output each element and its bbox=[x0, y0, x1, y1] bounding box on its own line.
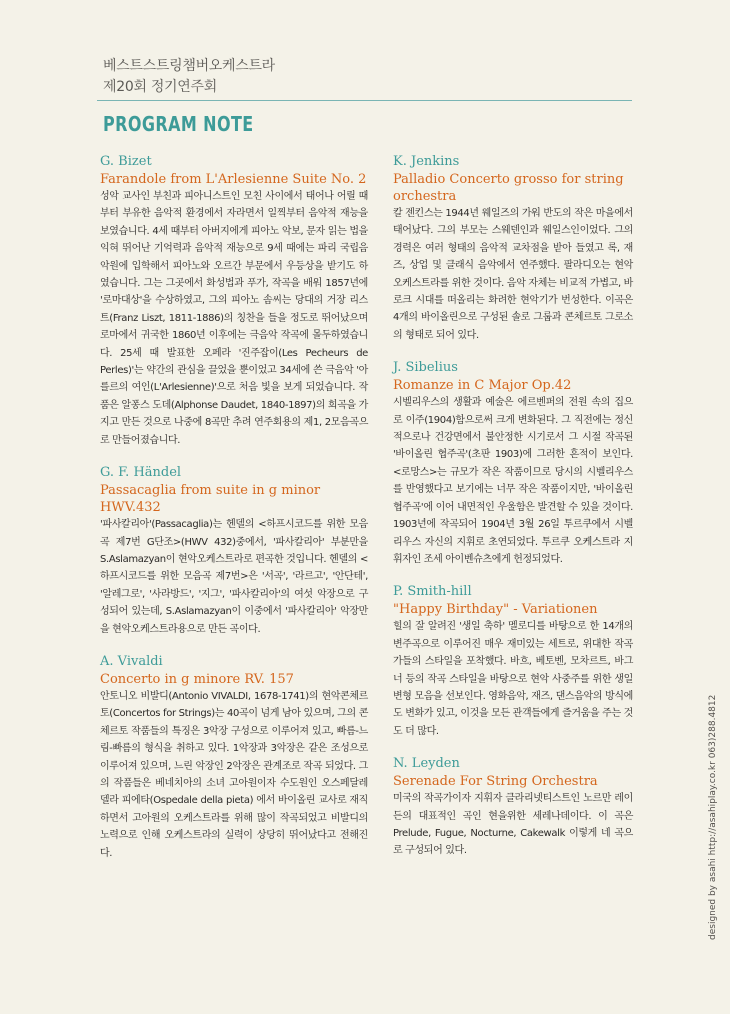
program-note-text: 시벨리우스의 생활과 예술은 에르벤퍼의 전원 속의 집으로 이주(1904)함으로써 크게 변화된다. 그 직전에는 정신적으로나 건강면에서 불안정한 시기로서 그 시절 작곡된 '바이올린 협주곡'(초판 1903)에 그러한 흔적이 보인다. <로망스>는 규모가 작은 작품이므로 당시의 시벨리우스를 반영했다고 보기에는 너무 작은 작품이지만, '바이올린 협주곡'에 이어 내면적인 우울함은 발견할 수 있을 것이다. 1903년에 작곡되어 1904년 3월 26일 투르쿠에서 시벨리우스 자신의 지휘로 초연되었다. 투르쿠 오케스트라 지휘자인 조세 아이벤슈츠에게 헌정되었다. bbox=[393, 397, 633, 565]
program-entry bbox=[393, 152, 633, 344]
page-header bbox=[103, 56, 275, 98]
right-column bbox=[393, 152, 633, 874]
program-entry bbox=[393, 754, 633, 860]
composer-name: K. Jenkins bbox=[393, 154, 460, 169]
program-entry bbox=[100, 152, 368, 449]
page-title: PROGRAM NOTE bbox=[103, 112, 254, 136]
work-title: Passacaglia from suite in g minor HWV.432 bbox=[100, 483, 321, 516]
concert-name: 제20회 정기연주회 bbox=[103, 79, 217, 95]
composer-name: G. F. Händel bbox=[100, 465, 182, 481]
work-title: Romanze in C Major Op.42 bbox=[393, 378, 572, 394]
composer-name: G. Bizet bbox=[100, 154, 152, 169]
composer-name: P. Smith-hill bbox=[393, 584, 472, 600]
orchestra-name: 베스트스트링챔버오케스트라 bbox=[103, 58, 275, 74]
program-note-text: 안토니오 비발디(Antonio VIVALDI, 1678-1741)의 현악콘체르토(Concertos for Strings)는 40곡이 넘게 남아 있으며, 그의 콘체르토 작품들의 특징은 3악장 구성으로 이루어져 있고, 빠름-느림-빠름의 형식을 취하고 있다. 1악장과 3악장은 같은 조성으로 이루어져 있으며, 느린 악장인 2악장은 관계조로 작곡 되었다. 그의 작품들은 베네치아의 소녀 고아원이자 수도원인 오스페달레 델라 피에타(Ospedale della pieta) 에서 바이올린 교사로 재직하면서 고아원의 오케스트라를 위해 많이 작곡되었고 비발디의 노력으로 인해 오케스트라의 실력이 상당히 뛰어났다고 전해진다. bbox=[100, 690, 368, 859]
composer-name: A. Vivaldi bbox=[100, 653, 163, 669]
program-note-text: 힐의 잘 알려진 '생일 축하' 멜로디를 바탕으로 한 14개의 변주곡으로 이루어진 매우 재미있는 세트로, 위대한 작곡가들의 스타일을 포착했다. 바흐, 베토벤, 모차르트, 바그너 등의 작곡 스타일을 바탕으로 현악 사중주를 위한 생일 변형 모음을 선보인다. 영화음악, 재즈, 댄스음악의 방식에도 변화가 있고, 이것을 모든 관객들에게 즐거움을 주는 것도 더 많다. bbox=[393, 621, 633, 737]
program-entry bbox=[100, 652, 368, 862]
work-title: "Happy Birthday" - Variationen bbox=[393, 602, 598, 618]
work-title: Palladio Concerto grosso for string orchestra bbox=[393, 172, 624, 204]
left-column bbox=[100, 152, 368, 876]
composer-name: N. Leyden bbox=[393, 756, 460, 772]
composer-name: J. Sibelius bbox=[393, 360, 458, 376]
work-title: Serenade For String Orchestra bbox=[393, 774, 598, 790]
program-entry bbox=[393, 358, 633, 568]
designer-credit: designed by asahi http://asahiplay.co.kr 063)288.4812 bbox=[708, 694, 718, 940]
program-note-text: 미국의 작곡가이자 지휘자 클라리넷티스트인 노르만 레이든의 대표적인 곡인 현을위한 세레나데이다. 이 곡은 Prelude, Fugue, Nocturne, Cakewalk 이렇게 네 곡으로 구성되어 있다. bbox=[393, 793, 633, 857]
program-entry bbox=[100, 463, 368, 638]
program-note-text: 칼 젠킨스는 1944년 웨일즈의 가워 반도의 작은 마을에서 태어났다. 그의 부모는 스웨덴인과 웨일스인이었다. 그의 경력은 여러 형태의 음악적 교차점을 받아 들였고 록, 재즈, 상업 및 클래식 음악에서 연주했다. 팔라디오는 현악 오케스트라를 위한 것이다. 음악 자체는 비교적 가볍고, 바로크 시대를 떠올리는 화려한 현악기가 번성한다. 이곡은 4개의 바이올린으로 구성된 솔로 그룹과 콘체르토 그로소의 형태로 되어 있다. bbox=[393, 208, 633, 341]
work-title: Farandole from L'Arlesienne Suite No. 2 bbox=[100, 172, 367, 187]
program-note-text: '파사칼리아'(Passacaglia)는 헨델의 <하프시코드를 위한 모음곡 제7번 G단조>(HWV 432)중에서, '파사칼리아' 부분만을 S.Aslamazyan이 현악오케스트라로 편곡한 것입니다. 헨델의 <하프시코드를 위한 모음곡 제7번>은 '서곡', '라르고', '안단테', '알레그로', '사라방드', '지그', '파사칼리아'의 여섯 악장으로 구성되어 있는데, S.Aslamazyan이 이중에서 '파사칼리아' 악장만을 현악오케스트라용으로 만든 곡이다. bbox=[100, 519, 368, 635]
header-divider bbox=[97, 100, 632, 101]
program-entry bbox=[393, 582, 633, 740]
program-note-text: 성악 교사인 부친과 피아니스트인 모친 사이에서 태어나 어릴 때부터 부유한 음악적 환경에서 자라면서 일찍부터 음악적 재능을 보였습니다. 4세 때부터 아버지에게 피아노 악보, 문자 읽는 법을 익혀 뛰어난 기억력과 음악적 재능으로 9세 때에는 파리 국립음악원에 입학해서 피아노와 오르간 부문에서 우등상을 받기도 하였습니다. 그는 그곳에서 화성법과 푸가, 작곡을 배워 1857년에 '로마대상'을 수상하였고, 그의 피아노 솜씨는 당대의 거장 리스트(Franz Liszt, 1811-1886)의 칭찬을 들을 정도로 뛰어났으며 로마에서 귀국한 1860년 이후에는 극음악 작곡에 몰두하였습니다. 25세 때 발표한 오페라 '진주잡이(Les Pecheurs de Perles)'는 약간의 관심을 끌었을 뿐이었고 34세에 쓴 극음악 '아를르의 여인(L'Arlesienne)'으로 처음 빛을 보게 되었습니다. 작품은 알퐁스 도데(Alphonse Daudet, 1840-1897)의 희곡을 가지고 만든 것으로 나중에 8곡만 추려 연주회용의 제1, 2모음곡으로 만들어졌습니다. bbox=[100, 191, 368, 446]
work-title: Concerto in g minore RV. 157 bbox=[100, 671, 294, 687]
